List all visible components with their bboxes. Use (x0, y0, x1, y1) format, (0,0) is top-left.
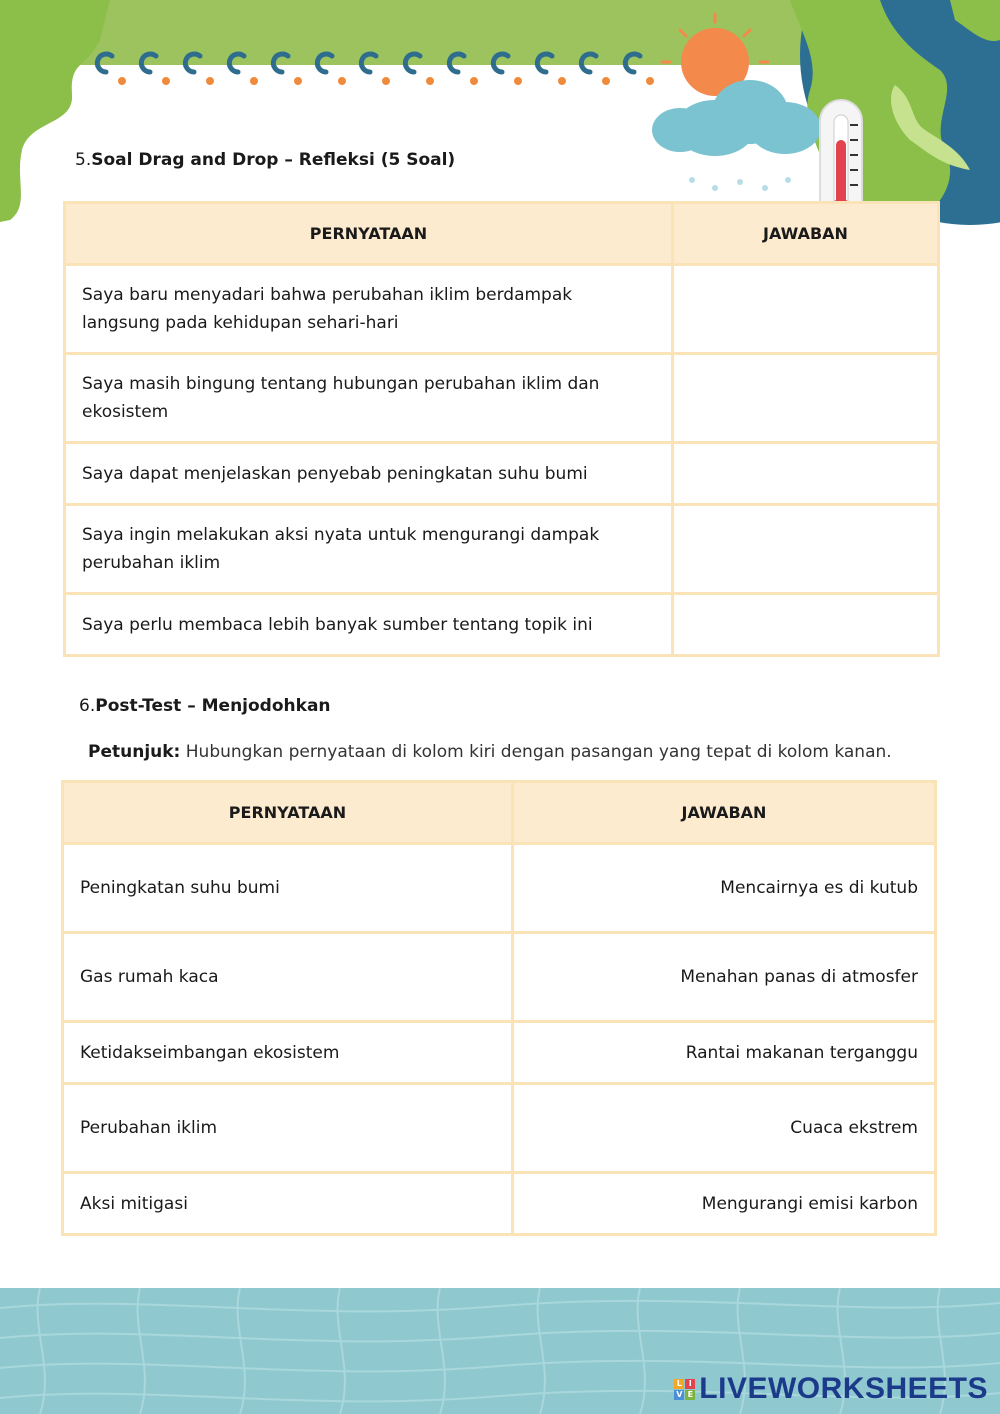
statement-cell[interactable]: Ketidakseimbangan ekosistem (63, 1022, 513, 1084)
section-5-title (75, 150, 455, 170)
logo-mark-icon: L I V E (674, 1379, 695, 1400)
statement-cell[interactable]: Peningkatan suhu bumi (63, 844, 513, 933)
spiral-binding-rings (80, 46, 680, 88)
answer-cell[interactable]: Mengurangi emisi karbon (513, 1173, 936, 1235)
table-header-row (65, 203, 939, 265)
section-6-heading: Post-Test – Menjodohkan (95, 696, 331, 716)
reflection-table (63, 201, 940, 657)
table-row (63, 933, 936, 1022)
green-blob-decoration (0, 0, 110, 225)
section-6-number: 6. (79, 696, 96, 716)
answer-drop-zone[interactable] (673, 354, 939, 443)
answer-cell[interactable]: Cuaca ekstrem (513, 1084, 936, 1173)
statement-cell[interactable]: Perubahan iklim (63, 1084, 513, 1173)
instruction-body: Hubungkan pernyataan di kolom kiri dengan pasangan yang tepat di kolom kanan. (180, 742, 892, 762)
logo-text: LIVEWORKSHEETS (699, 1372, 988, 1405)
statement-cell: Saya masih bingung tentang hubungan perubahan iklim dan ekosistem (65, 354, 673, 443)
header-answer: JAWABAN (673, 203, 939, 265)
table-row (65, 505, 939, 594)
answer-cell[interactable]: Rantai makanan terganggu (513, 1022, 936, 1084)
table-row (63, 1173, 936, 1235)
section-6-title (79, 696, 331, 716)
statement-cell: Saya dapat menjelaskan penyebab peningkatan suhu bumi (65, 443, 673, 505)
table-row (63, 844, 936, 933)
section-5-heading: Soal Drag and Drop – Refleksi (5 Soal) (91, 150, 456, 170)
cloud-icon (652, 80, 821, 156)
answer-drop-zone[interactable] (673, 505, 939, 594)
answer-drop-zone[interactable] (673, 594, 939, 656)
instruction-text (88, 742, 892, 762)
header-answer: JAWABAN (513, 782, 936, 844)
header-statement: PERNYATAAN (65, 203, 673, 265)
table-row (65, 594, 939, 656)
answer-drop-zone[interactable] (673, 443, 939, 505)
answer-cell[interactable]: Mencairnya es di kutub (513, 844, 936, 933)
instruction-label: Petunjuk: (88, 742, 181, 762)
matching-table (61, 780, 937, 1236)
table-row (63, 1084, 936, 1173)
statement-cell: Saya ingin melakukan aksi nyata untuk mengurangi dampak perubahan iklim (65, 505, 673, 594)
answer-cell[interactable]: Menahan panas di atmosfer (513, 933, 936, 1022)
table-row (65, 265, 939, 354)
header-statement: PERNYATAAN (63, 782, 513, 844)
climate-illustration (640, 0, 1000, 235)
statement-cell: Saya baru menyadari bahwa perubahan iklim berdampak langsung pada kehidupan sehari-hari (65, 265, 673, 354)
statement-cell[interactable]: Gas rumah kaca (63, 933, 513, 1022)
answer-drop-zone[interactable] (673, 265, 939, 354)
section-5-number: 5. (75, 150, 92, 170)
statement-cell: Saya perlu membaca lebih banyak sumber tentang topik ini (65, 594, 673, 656)
liveworksheets-logo[interactable] (674, 1372, 988, 1406)
statement-cell[interactable]: Aksi mitigasi (63, 1173, 513, 1235)
table-row (63, 1022, 936, 1084)
table-header-row (63, 782, 936, 844)
table-row (65, 354, 939, 443)
footer-band (0, 1288, 1000, 1414)
table-row (65, 443, 939, 505)
